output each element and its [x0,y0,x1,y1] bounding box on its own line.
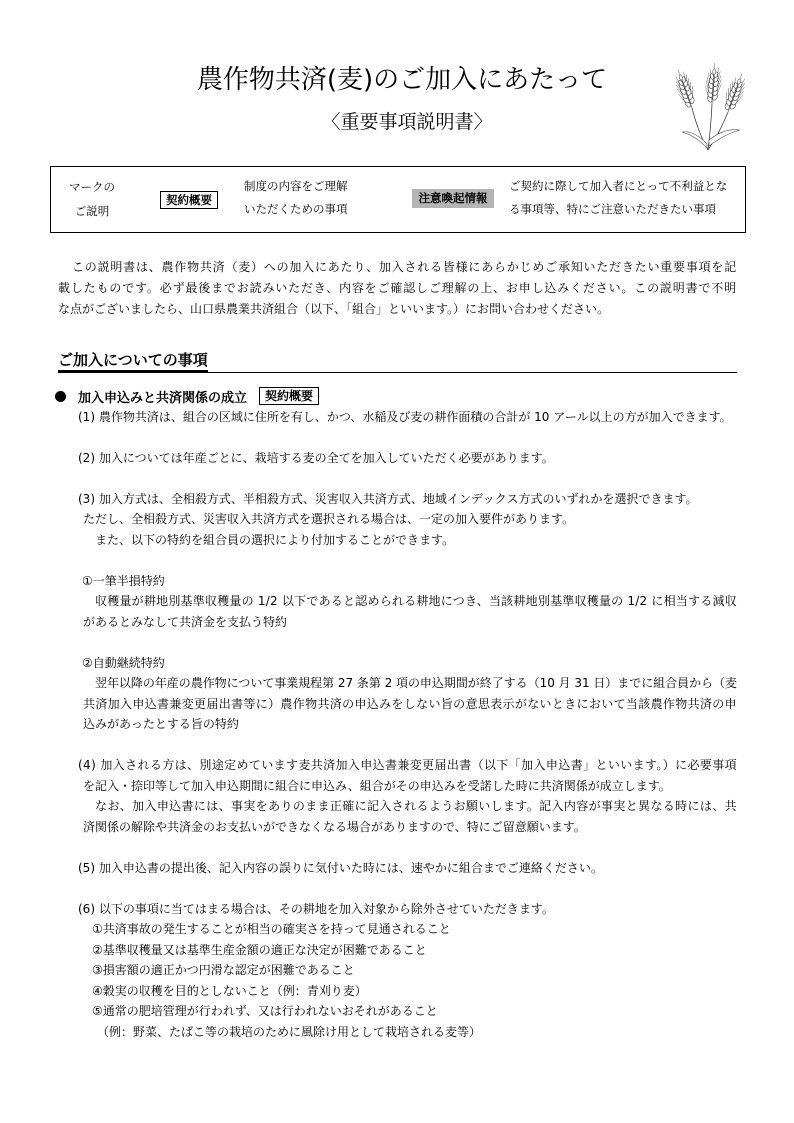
item-6 [78,899,794,920]
mark-legend-box [50,166,746,233]
exclusion-condition [92,940,794,961]
rider-1-line [95,591,737,612]
caution-info-badge: 注意喚起情報 [412,189,494,208]
intro-line [58,299,794,320]
intro-line [58,278,737,299]
line-text: ①共済事故の発生することが相当の確実さを持って見通されること [92,922,451,937]
legend-label-line: マークの [69,180,115,194]
line-text: この説明書は、農作物共済（麦）への加入にあたり、加入される皆様にあらかじめご承知いただきたい重要事項を記 [72,259,737,274]
bullet-icon [55,391,66,402]
contract-summary-description [244,175,348,221]
exclusion-condition [92,1001,794,1022]
intro-line [72,257,737,278]
line-text: ②基準収穫量又は基準生産金額の適正な決定が困難であること [92,942,427,957]
exclusion-condition [92,960,794,981]
enrollment-items-list [0,407,794,1043]
item-4-line [95,796,737,817]
line-text: 済関係の解除や共済金のお支払いができなくなる場合がありますので、特にご留意願います。 [83,819,586,834]
wheat-ear [720,71,749,115]
legend-label-line: ご説明 [74,204,110,218]
rider-2-title [82,653,794,674]
intro-paragraph [0,257,794,320]
item-4-line [83,817,794,838]
line-text: なお、加入申込書には、事実をありのまま正確に記入されるようお願いします。記入内容が事実と異なる時には、共 [95,799,737,814]
item-1 [78,407,794,428]
contract-summary-badge: 契約概要 [259,387,319,405]
contract-summary-badge: 契約概要 [160,191,218,209]
line-text: (5) 加入申込書の提出後、記入内容の誤りに気付いた時には、速やかに組合までご連絡ください。 [78,860,603,875]
item-3-line [83,509,794,530]
item-2 [78,448,794,469]
caution-info-description [509,175,727,221]
wheat-leaf [682,132,707,148]
line-text: (1) 農作物共済は、組合の区域に住所を有し、かつ、水稲及び麦の耕作面積の合計が 10 アール以上の方が加入できます。 [78,409,732,424]
item-3-line [95,530,794,551]
line-text: (3) 加入方式は、全相殺方式、半相殺方式、災害収入共済方式、地域インデックス方式のいずれかを選択できます。 [78,491,698,506]
line-text: があるとみなして共済金を支払う特約 [83,614,288,629]
line-text: (2) 加入については年産ごとに、栽培する麦の全てを加入していただく必要があります。 [78,450,554,465]
section-heading-text: ご加入についての事項 [58,350,208,372]
rider-2-line [83,694,737,715]
line-text: 収穫量が耕地別基準収穫量の 1/2 以下であると認められる耕地につき、当該耕地別基準収穫量の 1/2 に相当する減収 [95,594,737,609]
line-text: な点がございましたら、山口県農業共済組合（以下、「組合」といいます。）にお問い合わせください。 [58,301,610,316]
section-heading [58,350,737,373]
wheat-leaf [709,130,740,146]
line-text: ②自動継続特約 [82,655,165,670]
legend-label [51,175,133,223]
description-line: る事項等、特にご注意いただきたい事項 [509,202,716,216]
spacer [0,837,794,858]
wheat-illustration [670,60,750,152]
line-text: 載したものです。必ず最後までお読みいただき、内容をご確認しご理解の上、お申し込みください。この説明書で不明 [58,280,737,295]
line-text: 込みがあったとする旨の特約 [83,717,239,732]
line-text: また、以下の特約を組合員の選択により付加することができます。 [95,532,455,547]
topic-title: 加入申込みと共済関係の成立 [78,390,248,406]
line-text: ①一筆半損特約 [82,573,165,588]
line-text: を記入・捺印等して加入申込期間に組合に申込み、組合がその申込みを受諾した時に共済関係が成立します。 [83,778,671,793]
description-line: ご契約に際して加入者にとって不利益とな [509,179,728,193]
exclusion-condition [92,919,794,940]
description-line: 制度の内容をご理解 [244,179,348,193]
line-text: ただし、全相殺方式、災害収入共済方式を選択される場合は、一定の加入要件があります。 [83,512,575,527]
line-text: (4) 加入される方は、別途定めています麦共済加入申込書兼変更届出書（以下「加入申込書」といいます。）に必要事項 [78,758,738,773]
spacer [0,550,794,571]
rider-1-title [82,571,794,592]
spacer [0,427,794,448]
line-text: ③損害額の適正かつ円滑な認定が困難であること [92,963,355,978]
wheat-ear [704,63,723,105]
line-text: ⑤通常の肥培管理が行われず、又は行われないおそれがあること [92,1004,438,1019]
spacer [0,468,794,489]
document-subtitle: 〈重要事項説明書〉 [321,111,493,133]
topic-heading [55,386,319,406]
exclusion-example [97,1022,794,1043]
line-text: 共済加入申込書兼変更届出書等に）農作物共済の申込みをしない旨の意思表示がないときにおいて当該農作物共済の申 [83,696,737,711]
item-4 [78,755,737,776]
spacer [0,632,794,653]
rider-2-line [95,673,737,694]
rider-2-line [83,714,794,735]
rider-1-line [83,612,794,633]
line-text: （例：野菜、たばこ等の栽培のために風除け用として栽培される麦等） [97,1024,482,1039]
item-3 [78,489,794,510]
item-4-line [83,776,794,797]
line-text: 翌年以降の年産の農作物について事業規程第 27 条第 2 項の申込期間が終了する（10 月 31 日）までに組合員から（麦 [95,676,737,691]
wheat-ear [670,67,699,111]
description-line: いただくための事項 [244,202,348,216]
exclusion-condition [92,981,794,1002]
line-text: ④穀実の収穫を目的としないこと（例：青刈り麦） [92,983,367,998]
line-text: (6) 以下の事項に当てはまる場合は、その耕地を加入対象から除外させていただきます。 [78,901,554,916]
document-title: 農作物共済(麦)のご加入にあたって [196,65,608,95]
spacer [0,878,794,899]
item-5 [78,858,794,879]
spacer [0,735,794,756]
